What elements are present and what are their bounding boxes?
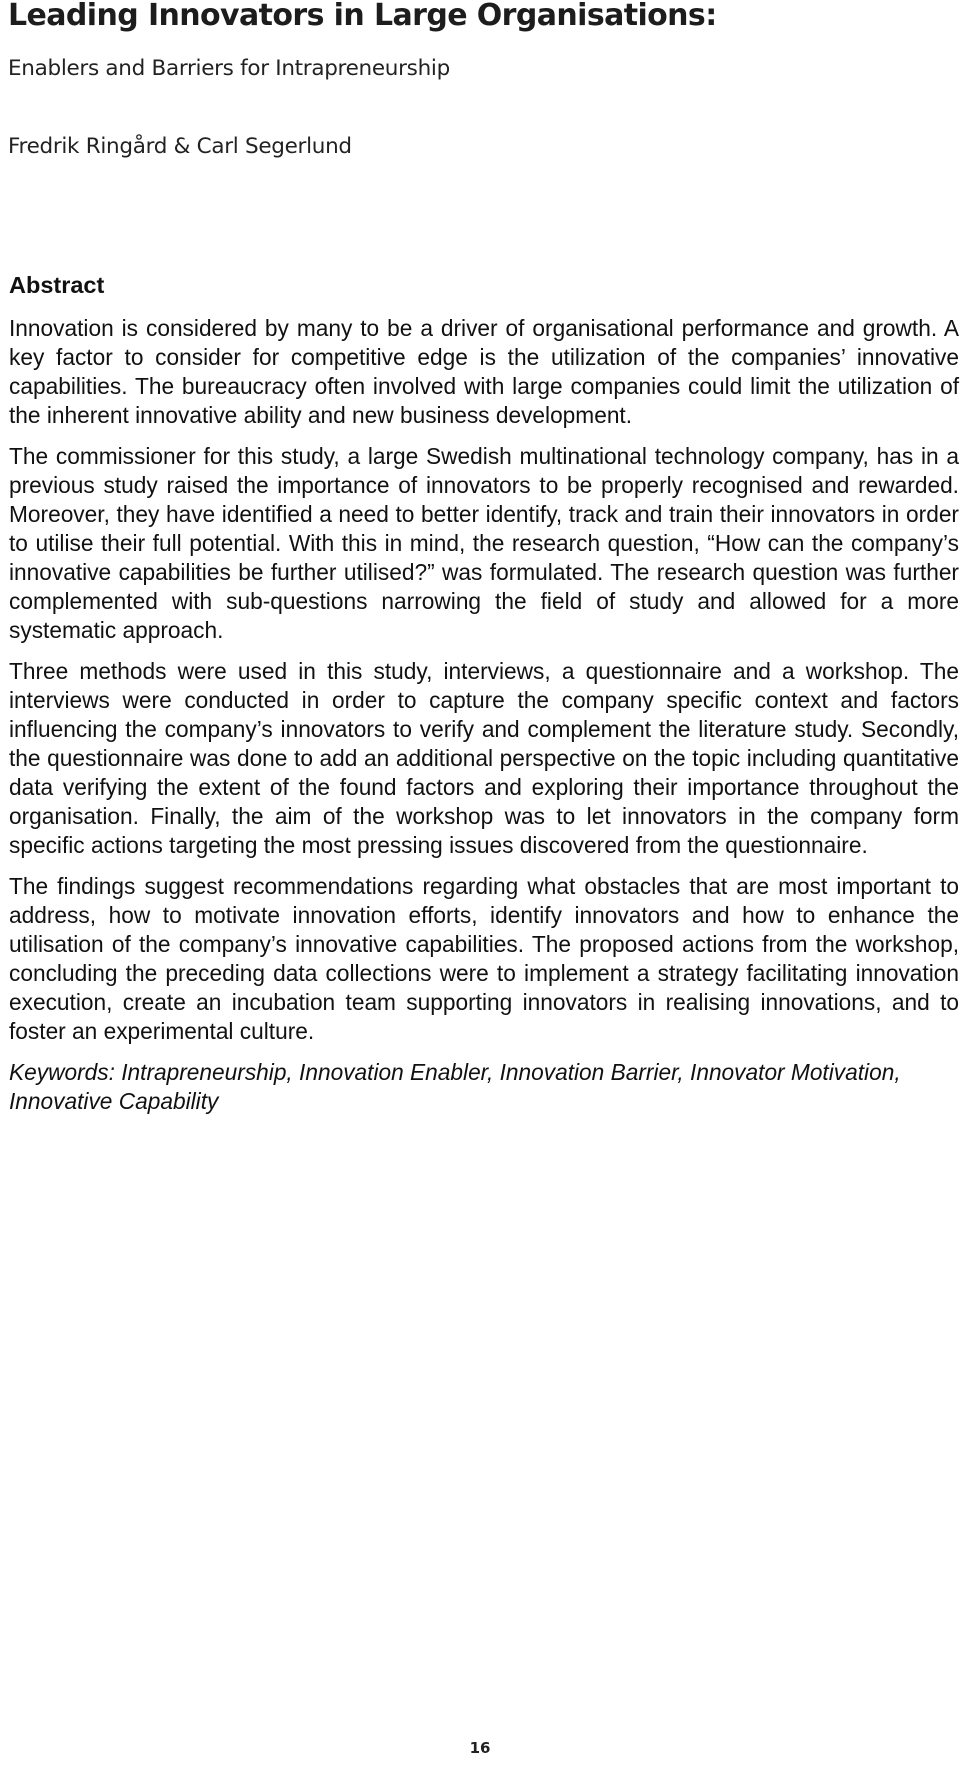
document-authors: Fredrik Ringård & Carl Segerlund bbox=[8, 134, 352, 159]
abstract-paragraph-3: Three methods were used in this study, interviews, a questionnaire and a workshop. The interviews were conducted in order to capture the company specific context and factors influencing the company’s innovators to verify and complement the literature study. Secondly, the questionnaire was done to add an additional perspective on the topic including quantitative data verifying the extent of the found factors and exploring their importance throughout the organisation. Finally, the aim of the workshop was to let innovators in the company form specific actions targeting the most pressing issues discovered from the questionnaire. bbox=[9, 658, 959, 858]
abstract-paragraph-4: The findings suggest recommendations regarding what obstacles that are most important to address, how to motivate innovation efforts, identify innovators and how to enhance the utilisation of the company’s innovative capabilities. The proposed actions from the workshop, concluding the preceding data collections were to implement a strategy facilitating innovation execution, create an incubation team supporting innovators in realising innovations, and to foster an experimental culture. bbox=[9, 873, 959, 1044]
abstract-paragraph-1: Innovation is considered by many to be a driver of organisational performance and growth. A key factor to consider for competitive edge is the utilization of the companies’ innovative capabilities. The bureaucracy often involved with large companies could limit the utilization of the inherent innovative ability and new business development. bbox=[9, 315, 959, 428]
abstract-keywords: Keywords: Intrapreneurship, Innovation Enabler, Innovation Barrier, Innovator Motivation, Innovative Capability bbox=[9, 1059, 901, 1114]
page-number: 16 bbox=[469, 1739, 491, 1757]
abstract-section bbox=[9, 270, 959, 1128]
document-title: Leading Innovators in Large Organisations: bbox=[8, 0, 717, 33]
document-subtitle: Enablers and Barriers for Intrapreneurship bbox=[8, 56, 450, 81]
abstract-heading: Abstract bbox=[9, 272, 105, 298]
abstract-paragraph-2: The commissioner for this study, a large Swedish multinational technology company, has in a previous study raised the importance of innovators to be properly recognised and rewarded. Moreover, they have identified a need to better identify, track and train their innovators in order to utilise their full potential. With this in mind, the research question, “How can the company’s innovative capabilities be further utilised?” was formulated. The research question was further complemented with sub-questions narrowing the field of study and allowed for a more systematic approach. bbox=[9, 443, 959, 643]
